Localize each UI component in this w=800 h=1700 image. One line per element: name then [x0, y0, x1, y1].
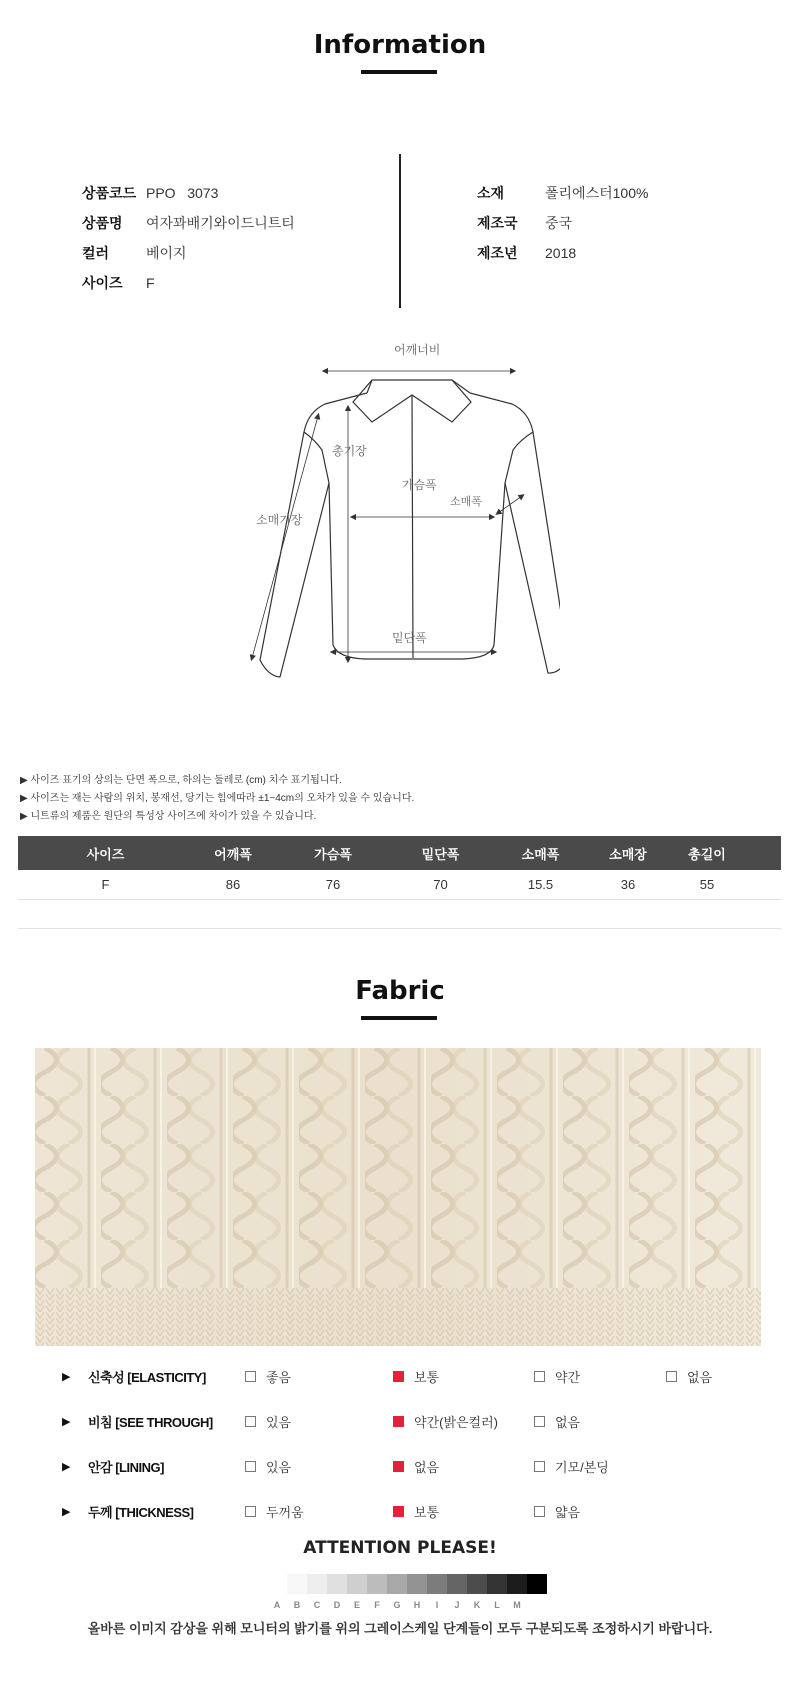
header-cell: 가슴폭	[314, 846, 352, 862]
header-cell: 소매폭	[521, 846, 560, 862]
option-brushed-bonding[interactable]	[534, 1457, 609, 1476]
sleeve-length-label: 소매기장	[256, 513, 303, 527]
grayscale-swatch	[327, 1574, 347, 1594]
hem-label: 밑단폭	[392, 631, 427, 645]
grayscale-letter: M	[513, 1600, 521, 1610]
grayscale-letter: D	[333, 1600, 341, 1610]
size-note: ▶ 니트류의 제품은 원단의 특성상 사이즈에 차이가 있을 수 있습니다.	[20, 811, 317, 822]
grayscale-letter: A	[273, 1600, 281, 1610]
grayscale-letter: C	[313, 1600, 321, 1610]
grayscale-letter: F	[374, 1600, 380, 1610]
grayscale-swatch	[427, 1574, 447, 1594]
checkbox-icon[interactable]	[245, 1416, 256, 1427]
option-none[interactable]	[534, 1412, 580, 1431]
option-normal[interactable]	[393, 1367, 439, 1386]
grayscale-swatch	[527, 1574, 547, 1594]
fabric-closeup-image	[35, 1048, 761, 1346]
size-table	[18, 836, 781, 900]
checkbox-icon[interactable]	[245, 1506, 256, 1517]
option-label: 보통	[414, 1504, 440, 1520]
attribute-title: 안감 [LINING]	[88, 1459, 164, 1475]
option-label: 있음	[266, 1459, 292, 1475]
information-title: Information	[313, 30, 487, 60]
grayscale-letter: G	[393, 1600, 401, 1610]
grayscale-swatch	[367, 1574, 387, 1594]
arrow-right-icon: ▶	[62, 1370, 71, 1383]
info-value: 베이지	[146, 245, 187, 261]
header-cell: 밑단폭	[421, 846, 460, 862]
checkbox-icon[interactable]	[534, 1371, 545, 1382]
option-slight-light-color[interactable]	[393, 1412, 498, 1431]
info-value: PPO 3073	[146, 185, 219, 201]
product-info-right	[477, 178, 648, 268]
info-label: 사이즈	[82, 275, 123, 291]
grayscale-swatch	[447, 1574, 467, 1594]
grayscale-strip	[287, 1574, 547, 1594]
info-row-color	[82, 238, 295, 268]
total-length-label: 총기장	[332, 444, 367, 458]
option-label: 얇음	[555, 1504, 581, 1520]
grayscale-letter: B	[293, 1600, 301, 1610]
grayscale-letters	[267, 1600, 527, 1610]
grayscale-letter: I	[435, 1600, 439, 1610]
table-row	[18, 870, 781, 900]
option-none[interactable]	[393, 1457, 439, 1476]
checkbox-checked-icon[interactable]	[393, 1416, 404, 1427]
info-label: 제조년	[477, 245, 518, 261]
checkbox-icon[interactable]	[245, 1461, 256, 1472]
option-label: 두꺼움	[266, 1504, 304, 1520]
info-divider	[399, 154, 401, 308]
table-cell: 15.5	[527, 877, 554, 892]
option-label: 기모/본딩	[555, 1459, 609, 1475]
size-table-header	[18, 836, 781, 870]
section-divider	[18, 928, 781, 929]
grayscale-swatch	[467, 1574, 487, 1594]
sleeve-length-measure-line	[252, 416, 318, 658]
info-label: 상품명	[82, 215, 123, 231]
attention-title: ATTENTION PLEASE!	[303, 1538, 497, 1558]
info-row-year	[477, 238, 648, 268]
info-value: 2018	[545, 245, 577, 261]
attribute-row-see-through	[62, 1409, 782, 1433]
garment-measurement-diagram	[230, 340, 560, 680]
grayscale-swatch	[407, 1574, 427, 1594]
arrow-right-icon: ▶	[62, 1415, 71, 1428]
checkbox-icon[interactable]	[534, 1416, 545, 1427]
arrow-right-icon: ▶	[62, 1460, 71, 1473]
option-label: 있음	[266, 1414, 292, 1430]
option-yes[interactable]	[245, 1412, 291, 1431]
info-value: F	[146, 275, 155, 291]
checkbox-icon[interactable]	[534, 1461, 545, 1472]
info-row-material	[477, 178, 648, 208]
info-value: 폴리에스터100%	[545, 185, 649, 201]
info-row-name	[82, 208, 295, 238]
attribute-row-thickness	[62, 1499, 782, 1523]
checkbox-checked-icon[interactable]	[393, 1371, 404, 1382]
info-row-code	[82, 178, 295, 208]
table-cell: 55	[699, 877, 715, 892]
size-note: ▶ 사이즈 표기의 상의는 단면 폭으로, 하의는 둘레로 (cm) 치수 표기됩니다.	[20, 775, 342, 786]
grayscale-letter: H	[413, 1600, 421, 1610]
arrow-right-icon: ▶	[62, 1505, 71, 1518]
info-label: 소재	[477, 185, 505, 201]
attribute-title: 두께 [THICKNESS]	[88, 1504, 194, 1520]
option-yes[interactable]	[245, 1457, 291, 1476]
size-note: ▶ 사이즈는 재는 사람의 위치, 봉재선, 당기는 힘에따라 ±1~4cm의 오차가 있을 수 있습니다.	[20, 793, 415, 804]
header-cell: 사이즈	[86, 846, 125, 862]
checkbox-icon[interactable]	[245, 1371, 256, 1382]
grayscale-swatch	[387, 1574, 407, 1594]
shoulder-label: 어깨너비	[394, 343, 441, 357]
checkbox-icon[interactable]	[666, 1371, 677, 1382]
grayscale-letter: J	[454, 1600, 460, 1610]
info-row-country	[477, 208, 648, 238]
grayscale-swatch	[507, 1574, 527, 1594]
sleeve-width-label: 소매폭	[450, 495, 482, 508]
grayscale-letter: K	[473, 1600, 481, 1610]
product-info-left	[82, 178, 295, 298]
checkbox-checked-icon[interactable]	[393, 1506, 404, 1517]
option-good[interactable]	[245, 1367, 291, 1386]
info-label: 제조국	[477, 215, 518, 231]
option-label: 좋음	[266, 1369, 292, 1385]
grayscale-letter: L	[494, 1600, 500, 1610]
info-value: 중국	[545, 215, 573, 231]
option-label: 없음	[687, 1369, 713, 1385]
grayscale-swatch	[347, 1574, 367, 1594]
checkbox-icon[interactable]	[534, 1506, 545, 1517]
option-thin[interactable]	[534, 1502, 580, 1521]
header-cell: 소매장	[609, 846, 647, 862]
option-normal[interactable]	[393, 1502, 439, 1521]
option-slight[interactable]	[534, 1367, 580, 1386]
option-thick[interactable]	[245, 1502, 304, 1521]
table-cell: 36	[620, 877, 636, 892]
header-cell: 어깨폭	[214, 846, 252, 862]
option-label: 약간	[555, 1369, 581, 1385]
table-cell: F	[101, 877, 110, 892]
option-label: 약간(밝은컬러)	[414, 1414, 499, 1430]
monitor-brightness-note: 올바른 이미지 감상을 위해 모니터의 밝기를 위의 그레이스케일 단계들이 모두 구분되도록 조정하시기 바랍니다.	[87, 1621, 713, 1636]
info-value: 여자꽈배기와이드니트티	[146, 215, 295, 231]
option-label: 없음	[555, 1414, 581, 1430]
option-label: 없음	[414, 1459, 440, 1475]
table-cell: 76	[325, 877, 341, 892]
size-notes	[20, 772, 414, 826]
grayscale-letter: E	[353, 1600, 360, 1610]
sleeve-width-measure-line	[498, 496, 522, 513]
info-label: 상품코드	[82, 185, 137, 201]
info-label: 컬러	[82, 245, 110, 261]
attribute-title: 신축성 [ELASTICITY]	[88, 1369, 206, 1385]
chest-label: 가슴폭	[402, 478, 437, 492]
attribute-row-lining	[62, 1454, 782, 1478]
option-label: 보통	[414, 1369, 440, 1385]
info-row-size	[82, 268, 295, 298]
grayscale-swatch	[287, 1574, 307, 1594]
attribute-title: 비침 [SEE THROUGH]	[88, 1414, 213, 1430]
fabric-title: Fabric	[355, 976, 445, 1006]
grayscale-swatch	[307, 1574, 327, 1594]
information-title-underline	[361, 70, 437, 74]
fabric-title-underline	[361, 1016, 437, 1020]
table-cell: 86	[225, 877, 241, 892]
checkbox-checked-icon[interactable]	[393, 1461, 404, 1472]
grayscale-swatch	[487, 1574, 507, 1594]
header-cell: 총길이	[688, 846, 726, 862]
option-none[interactable]	[666, 1367, 712, 1386]
attribute-row-elasticity	[62, 1364, 782, 1388]
table-cell: 70	[433, 877, 448, 892]
